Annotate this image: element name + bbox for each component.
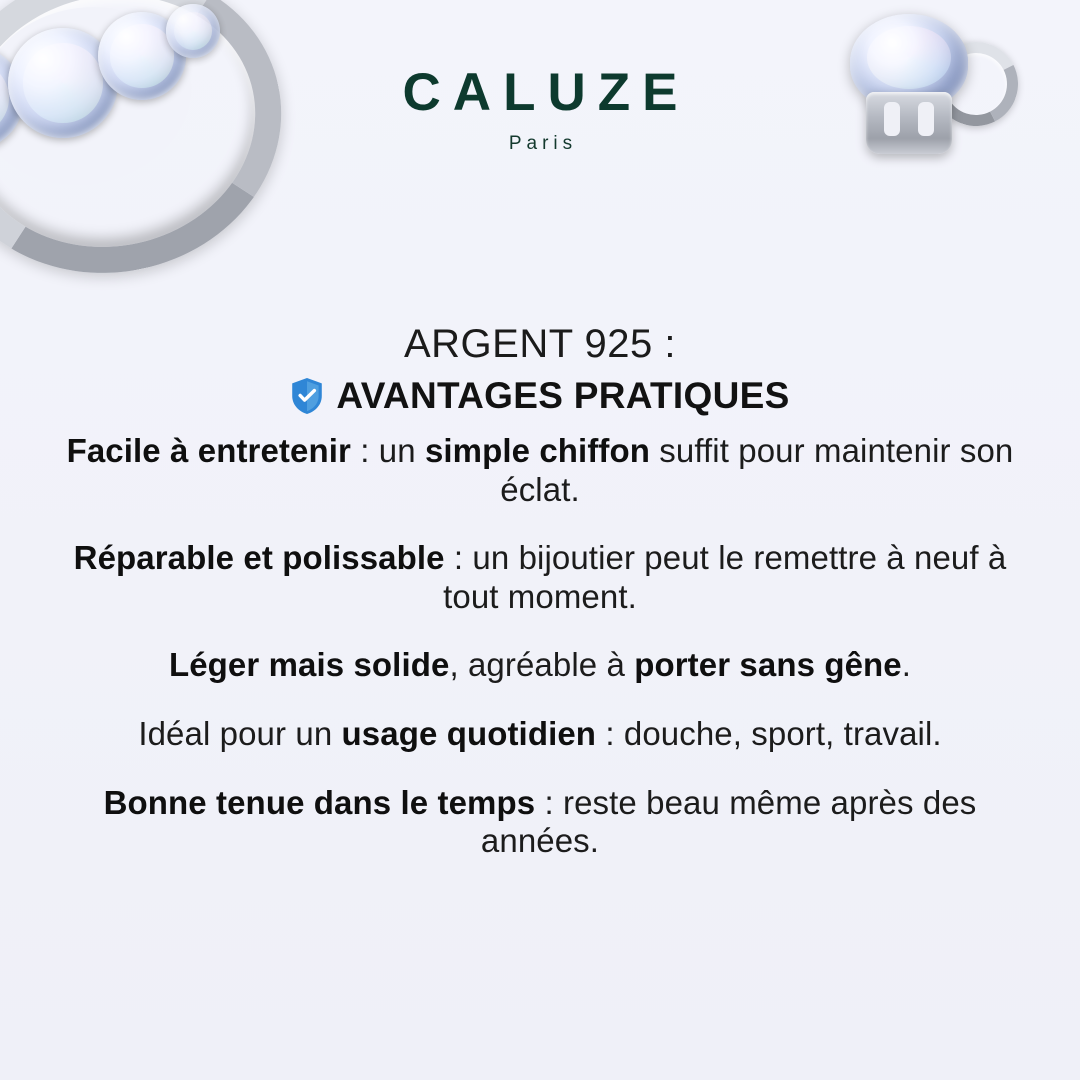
benefit-reparable: [60, 539, 1020, 616]
benefit-emphasis: Bonne tenue dans le temps: [103, 783, 536, 821]
benefit-quotidien: [60, 715, 1020, 754]
benefit-text: , agréable à: [449, 646, 635, 684]
headline-secondary-text: AVANTAGES PRATIQUES: [336, 375, 790, 416]
benefit-text: : reste beau même après des années.: [480, 783, 977, 860]
benefit-emphasis: usage quotidien: [341, 715, 597, 753]
benefit-tenue: [60, 784, 1020, 861]
benefit-emphasis: Léger mais solide: [168, 646, 450, 684]
benefit-text: suffit pour maintenir son éclat.: [500, 432, 1014, 508]
headline-secondary: [70, 375, 1010, 417]
benefit-emphasis: Réparable et polissable: [73, 539, 445, 577]
benefit-text: .: [901, 646, 912, 684]
brand-block: [0, 62, 1080, 155]
benefits-list: [60, 432, 1020, 891]
headline-primary: ARGENT 925 :: [403, 322, 677, 366]
benefit-leger: [60, 646, 1020, 685]
brand-tagline: Paris: [508, 133, 578, 154]
benefit-emphasis: Facile à entretenir: [66, 432, 351, 469]
brand-name: CALUZE: [402, 63, 690, 122]
benefit-text: : douche, sport, travail.: [596, 715, 942, 753]
ring-gem: [166, 4, 220, 58]
benefit-text: Idéal pour un: [138, 715, 342, 753]
benefit-emphasis: porter sans gêne: [634, 646, 902, 684]
headline-block: [70, 322, 1010, 417]
shield-icon: [290, 377, 324, 415]
benefit-text: : un: [350, 432, 425, 469]
benefit-text: : un bijoutier peut le remettre à neuf à tout moment.: [443, 539, 1007, 615]
benefit-entretien: [60, 432, 1020, 509]
benefit-emphasis: simple chiffon: [424, 432, 651, 469]
